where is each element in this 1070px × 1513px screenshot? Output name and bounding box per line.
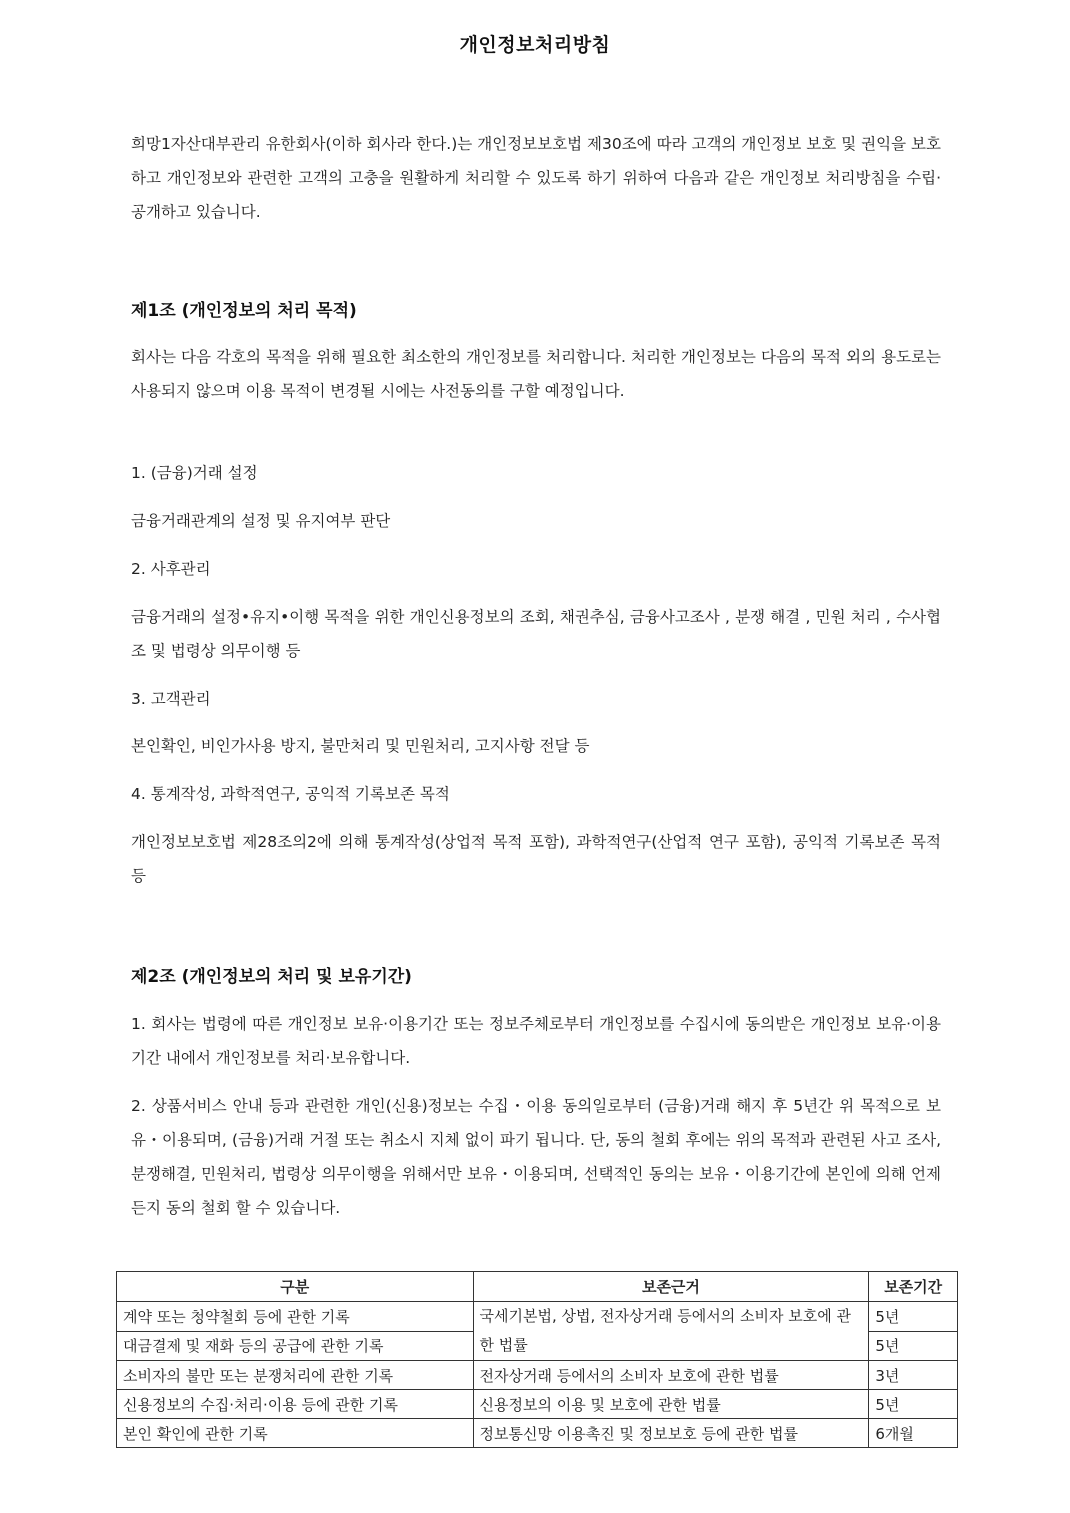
table-row [117, 1390, 958, 1419]
table-row [117, 1361, 958, 1390]
article1-body: 회사는 다음 각호의 목적을 위해 필요한 최소한의 개인정보를 처리합니다. 처리한 개인정보는 다음의 목적 외의 용도로는 사용되지 않으며 이용 목적이 변경될 시에는 사전동의를 구할 예정입니다. [131, 348, 941, 400]
row-category: 대금결제 및 재화 등의 공급에 관한 기록 [117, 1331, 474, 1361]
article1-item1-desc: 금융거래관계의 설정 및 유지여부 판단 [131, 512, 391, 530]
article1-heading: 제1조 (개인정보의 처리 목적) [131, 301, 357, 321]
row-basis: 정보통신망 이용촉진 및 정보보호 등에 관한 법률 [473, 1419, 869, 1448]
row-category: 계약 또는 청약철회 등에 관한 기록 [117, 1302, 474, 1332]
header-basis: 보존근거 [473, 1272, 869, 1302]
row-period: 5년 [869, 1331, 958, 1361]
article2-heading: 제2조 (개인정보의 처리 및 보유기간) [131, 967, 412, 987]
row-basis: 전자상거래 등에서의 소비자 보호에 관한 법률 [473, 1361, 869, 1390]
header-period: 보존기간 [869, 1272, 958, 1302]
row-basis: 국세기본법, 상법, 전자상거래 등에서의 소비자 보호에 관한 법률 [473, 1302, 869, 1361]
retention-table [116, 1271, 958, 1448]
article1-item4-desc: 개인정보보호법 제28조의2에 의해 통계작성(상업적 목적 포함), 과학적연구(산업적 연구 포함), 공익적 기록보존 목적 등 [131, 833, 941, 885]
intro-paragraph: 희망1자산대부관리 유한회사(이하 회사라 한다.)는 개인정보보호법 제30조에 따라 고객의 개인정보 보호 및 권익을 보호하고 개인정보와 관련한 고객의 고충을 원활하게 처리할 수 있도록 하기 위하여 다음과 같은 개인정보 처리방침을 수립·공개하고 있습니다. [131, 135, 941, 221]
table-row [117, 1419, 958, 1448]
row-category: 소비자의 불만 또는 분쟁처리에 관한 기록 [117, 1361, 474, 1390]
article1-item2-desc: 금융거래의 설정•유지•이행 목적을 위한 개인신용정보의 조회, 채권추심, 금융사고조사 , 분쟁 해결 , 민원 처리 , 수사협조 및 법령상 의무이행 등 [131, 608, 941, 660]
header-category: 구분 [117, 1272, 474, 1302]
table-header-row [117, 1272, 958, 1302]
row-category: 본인 확인에 관한 기록 [117, 1419, 474, 1448]
article1-item3-title: 3. 고객관리 [131, 690, 211, 708]
row-period: 5년 [869, 1302, 958, 1332]
table-row [117, 1302, 958, 1332]
article2-para2: 2. 상품서비스 안내 등과 관련한 개인(신용)정보는 수집・이용 동의일로부터 (금융)거래 해지 후 5년간 위 목적으로 보유・이용되며, (금융)거래 거절 또는 취소시 지체 없이 파기 됩니다. 단, 동의 철회 후에는 위의 목적과 관련된 사고 조사, 분쟁해결, 민원처리, 법령상 의무이행을 위해서만 보유・이용되며, 선택적인 동의는 보유・이용기간에 본인에 의해 언제든지 동의 철회 할 수 있습니다. [131, 1097, 941, 1217]
article1-item2-title: 2. 사후관리 [131, 560, 211, 578]
article1-item3-desc: 본인확인, 비인가사용 방지, 불만처리 및 민원처리, 고지사항 전달 등 [131, 737, 590, 755]
row-period: 3년 [869, 1361, 958, 1390]
row-category: 신용정보의 수집·처리·이용 등에 관한 기록 [117, 1390, 474, 1419]
article1-item1-title: 1. (금융)거래 설정 [131, 464, 258, 482]
article2-para1: 1. 회사는 법령에 따른 개인정보 보유·이용기간 또는 정보주체로부터 개인정보를 수집시에 동의받은 개인정보 보유·이용기간 내에서 개인정보를 처리·보유합니다. [131, 1015, 941, 1067]
row-basis: 신용정보의 이용 및 보호에 관한 법률 [473, 1390, 869, 1419]
row-period: 5년 [869, 1390, 958, 1419]
article1-item4-title: 4. 통계작성, 과학적연구, 공익적 기록보존 목적 [131, 785, 450, 803]
document-title: 개인정보처리방침 [459, 34, 611, 56]
row-period: 6개월 [869, 1419, 958, 1448]
